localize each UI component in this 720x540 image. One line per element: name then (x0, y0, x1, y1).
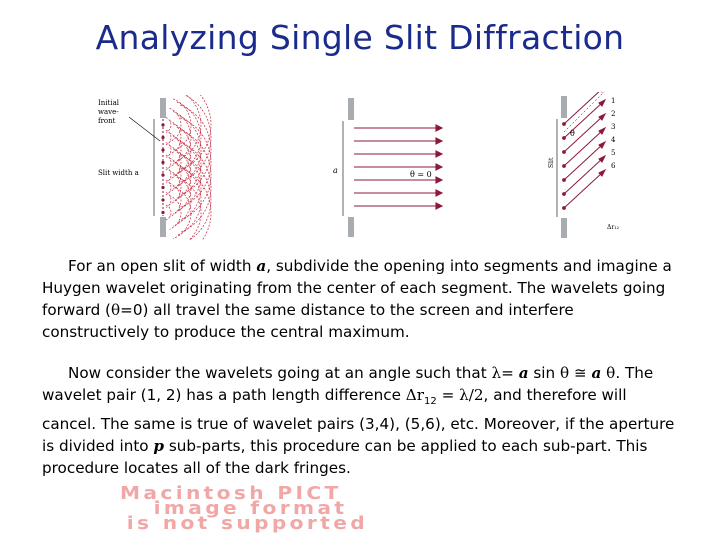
wavelet-arcs (166, 95, 211, 240)
ray-origin-dot (563, 193, 566, 196)
ray-origin-dot (563, 123, 566, 126)
ray-origin-dot (563, 179, 566, 182)
angled-rays (563, 92, 605, 209)
slit-wall-top (561, 96, 567, 118)
wavelet-center-dot (161, 136, 164, 139)
ray-arrowhead (436, 138, 442, 144)
p2-var-a: a (518, 364, 529, 382)
wavelet-arc (177, 140, 201, 211)
p2-subscript: 12 (424, 396, 437, 408)
ray-origin-dot (563, 165, 566, 168)
p2-var-a-2: a (591, 364, 602, 382)
pict-line-1: Macintosh PICT (120, 483, 342, 504)
label-slit: Slit (548, 157, 555, 168)
ray-origin-dot (563, 151, 566, 154)
p2-sin: sin (528, 364, 560, 382)
ray-arrowhead (436, 190, 442, 196)
slit-wall-top (160, 98, 166, 118)
ray-arrowhead (436, 177, 442, 183)
wavelet-center-dot (161, 186, 164, 189)
slit-wall-bottom (561, 218, 567, 238)
label-initial: Initial (98, 99, 119, 107)
figure-forward-rays (318, 95, 448, 240)
p2-text-3: , and therefore will cancel. The same is true of wavelet pairs (3,4), (5,6), etc. Moreover, if the aperture is divided into (42, 386, 675, 456)
p2-text-1: Now consider the wavelets going at an angle such that (68, 364, 492, 382)
perpendicular-line (564, 92, 604, 132)
ray-arrowhead (436, 151, 442, 157)
label-front: front (98, 117, 116, 125)
ray-number: 2 (611, 110, 616, 118)
page-title: Analyzing Single Slit Diffraction (95, 18, 625, 57)
p1-text-3: =0) all travel the same distance to the screen and interfere constructively to produce the central maximum. (42, 301, 574, 341)
angled-ray (564, 144, 603, 180)
figure-angled-rays (537, 92, 627, 242)
p1-var-a: a (256, 257, 267, 275)
p2-lambda-half: λ/2 (459, 386, 484, 404)
p1-text-2: , subdivide the opening into segments and imagine a Huygen wavelet originating from the center of each segment. The wavelets going forward ( (42, 257, 672, 319)
label-delta-r: Δr₁₂ (607, 224, 620, 231)
angled-ray (564, 158, 603, 194)
label-wave: wave- (98, 108, 119, 116)
p2-theta: θ (559, 364, 570, 382)
p2-equals: = (501, 364, 519, 382)
ray-origin-dot (563, 137, 566, 140)
wavelet-arc (177, 152, 201, 223)
ray-arrowhead (436, 164, 442, 170)
slit-wall-bottom (160, 217, 166, 237)
angled-ray-diagram (537, 92, 627, 242)
figure-wavelets (96, 95, 226, 240)
wavelet-arc (180, 168, 211, 240)
ray-number: 5 (611, 149, 616, 157)
leader-line (129, 117, 160, 141)
p2-equals-2: = (436, 386, 460, 404)
ray-number: 4 (611, 136, 616, 144)
ray-number: 1 (611, 97, 616, 105)
p2-approx: ≅ (569, 364, 592, 382)
pict-line-2: image format (153, 498, 348, 519)
forward-ray-diagram (318, 95, 448, 240)
wavelet-arc (177, 115, 201, 186)
p2-text-2: . The wavelet pair (1, 2) has a path length difference (42, 364, 654, 404)
ray-origin-dot (563, 207, 566, 210)
p2-var-p: p (153, 437, 165, 456)
label-theta: θ (570, 129, 575, 138)
slit-wall-top (348, 98, 354, 120)
label-slit-width: Slit width a (98, 169, 139, 177)
paragraph-2 (42, 362, 682, 479)
wavelet-center-dot (161, 211, 164, 214)
p1-theta: θ (110, 301, 121, 319)
label-theta-zero: θ = 0 (410, 170, 432, 179)
wavelet-arc (177, 165, 201, 236)
wavelet-arc (177, 102, 201, 173)
wavelet-center-dot (161, 173, 164, 176)
p2-lambda: λ (491, 364, 502, 382)
p1-text-1: For an open slit of width (68, 257, 257, 275)
pict-line-3: is not supported (126, 513, 369, 534)
wavelet-diagram (96, 95, 226, 240)
ray-arrowhead (436, 203, 442, 209)
ray-numbers (611, 97, 616, 170)
ray-arrowhead (436, 125, 442, 131)
wavelet-center-dot (161, 198, 164, 201)
wavelet-center-dot (161, 123, 164, 126)
p2-delta-r: Δr (405, 386, 425, 404)
p2-text-4: sub-parts, this procedure can be applied to each sub-part. This procedure locates all of the dark fringes. (42, 437, 648, 478)
ray-number: 3 (611, 123, 616, 131)
angled-ray (564, 172, 603, 208)
wavelet-center-dot (161, 161, 164, 164)
unsupported-image-placeholder (120, 483, 369, 534)
wavelet-arc (177, 127, 201, 198)
paragraph-1 (42, 255, 682, 343)
label-a: a (333, 166, 338, 175)
wavelet-center-dot (161, 148, 164, 151)
slit-wall-bottom (348, 217, 354, 237)
p2-theta-2: θ (601, 364, 616, 382)
forward-rays (354, 125, 442, 209)
ray-number: 6 (611, 162, 616, 170)
